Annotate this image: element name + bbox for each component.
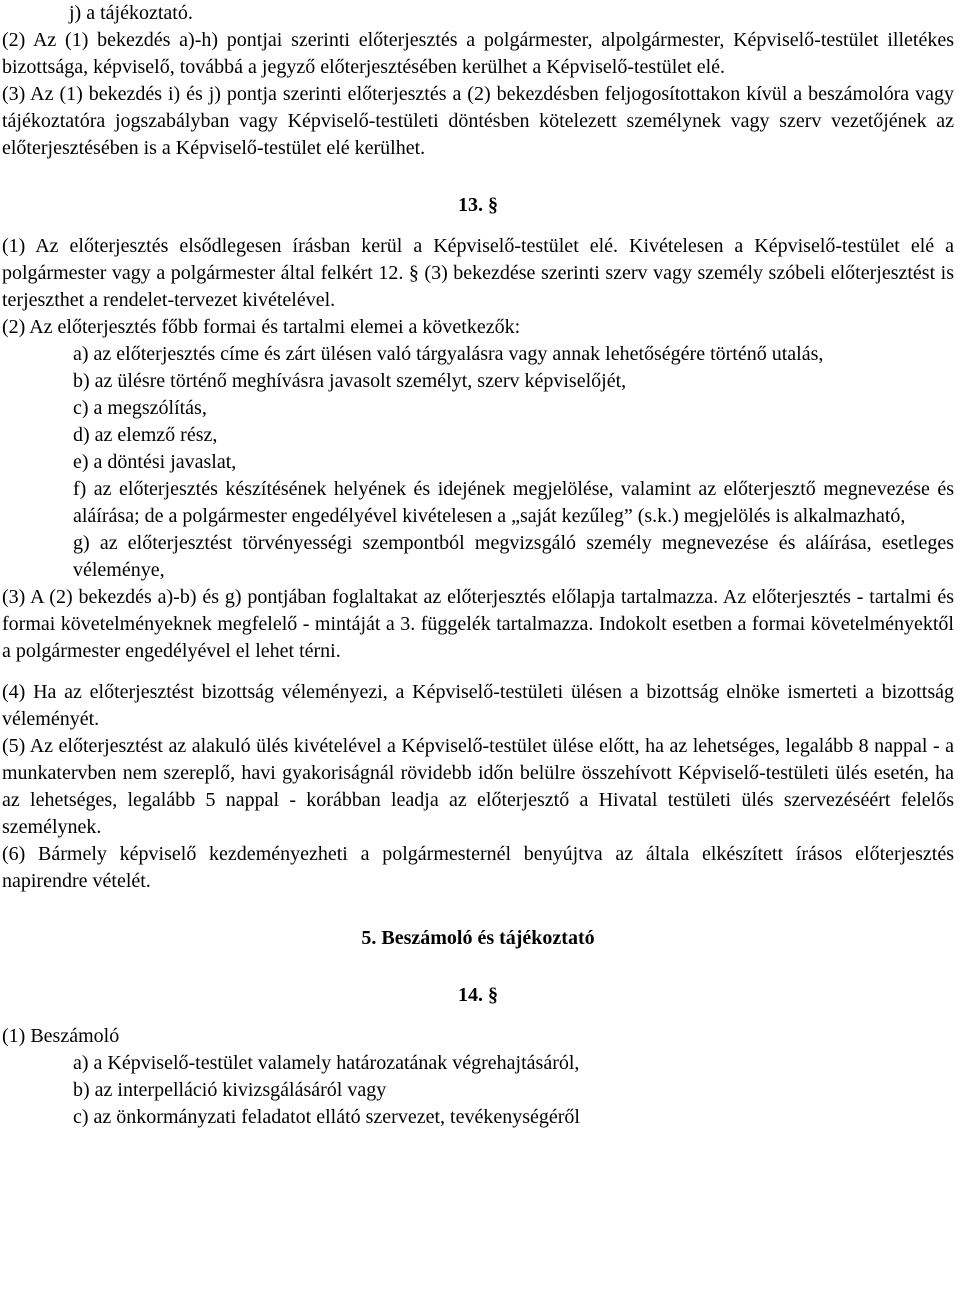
list-13-2 (2, 341, 954, 584)
list-item: f) az előterjesztés készítésének helyének és idejének megjelölése, valamint az előterjesztő megnevezése és aláírása; de a polgármester engedélyével kivételesen a „saját kezűleg” (s.k.) megjelölés is alkalmazható, (73, 478, 954, 527)
list-item: c) a megszólítás, (73, 397, 207, 419)
paragraph-13-4: (4) Ha az előterjesztést bizottság véleményezi, a Képviselő-testületi ülésen a bizottság elnöke ismerteti a bizottság véleményét. (2, 681, 954, 730)
list-item-j: j) a tájékoztató. (69, 2, 193, 24)
list-item: a) a Képviselő-testület valamely határozatának végrehajtásáról, (73, 1052, 580, 1074)
paragraph-14-1-intro: (1) Beszámoló (2, 1025, 120, 1047)
paragraph-12-3: (3) Az (1) bekezdés i) és j) pontja szerinti előterjesztés a (2) bekezdésben feljogosítottakon kívül a beszámolóra vagy tájékoztatóra jogszabályban vagy Képviselő-testületi döntésben kötelezett személynek vagy szerv vezetőjének az előterjesztésében is a Képviselő-testület elé kerülhet. (2, 83, 954, 159)
list-item: d) az elemző rész, (73, 424, 218, 446)
list-item: c) az önkormányzati feladatot ellátó szervezet, tevékenységéről (73, 1106, 580, 1128)
paragraph-13-3: (3) A (2) bekezdés a)-b) és g) pontjában foglaltakat az előterjesztés előlapja tartalmazza. Az előterjesztés - tartalmi és formai követelményeknek megfelelő - mintáját a 3. függelék tartalmazza. Indokolt esetben a formai követelményektől a polgármester engedélyével el lehet térni. (2, 586, 954, 662)
paragraph-13-2-intro: (2) Az előterjesztés főbb formai és tartalmi elemei a következők: (2, 316, 521, 338)
paragraph-13-5: (5) Az előterjesztést az alakuló ülés kivételével a Képviselő-testület ülése előtt, ha az lehetséges, legalább 8 nappal - a munkatervben nem szereplő, havi gyakoriságnál rövidebb időn belülre összehívott Képviselő-testületi ülés esetén, ha az lehetséges, legalább 5 nappal - korábban leadja az előterjesztő a Hivatal testületi ülés szervezéséért felelős személynek. (2, 735, 954, 838)
list-item: b) az ülésre történő meghívásra javasolt személyt, szerv képviselőjét, (73, 370, 627, 392)
section-heading-13: 13. § (458, 194, 498, 216)
paragraph-13-1: (1) Az előterjesztés elsődlegesen írásban kerül a Képviselő-testület elé. Kivételesen a Képviselő-testület elé a polgármester vagy a polgármester által felkért 12. § (3) bekezdése szerinti szerv vagy személy szóbeli előterjesztést is terjeszthet a rendelet-tervezet kivételével. (2, 235, 954, 311)
chapter-title-5: 5. Beszámoló és tájékoztató (361, 927, 595, 949)
list-item: a) az előterjesztés címe és zárt ülésen való tárgyalásra vagy annak lehetőségére történő utalás, (73, 343, 824, 365)
paragraph-12-2: (2) Az (1) bekezdés a)-h) pontjai szerinti előterjesztés a polgármester, alpolgármester, Képviselő-testület illetékes bizottsága, képviselő, továbbá a jegyző előterjesztésében kerülhet a Képviselő-testület elé. (2, 29, 954, 78)
paragraph-13-6: (6) Bármely képviselő kezdeményezheti a polgármesternél benyújtva az általa elkészített írásos előterjesztés napirendre vételét. (2, 843, 954, 892)
list-item: b) az interpelláció kivizsgálásáról vagy (73, 1079, 387, 1101)
list-item: g) az előterjesztést törvényességi szempontból megvizsgáló személy megnevezése és aláírása, esetleges véleménye, (73, 532, 954, 581)
section-heading-14: 14. § (458, 984, 498, 1006)
list-item: e) a döntési javaslat, (73, 451, 237, 473)
list-14-1 (2, 1050, 954, 1131)
